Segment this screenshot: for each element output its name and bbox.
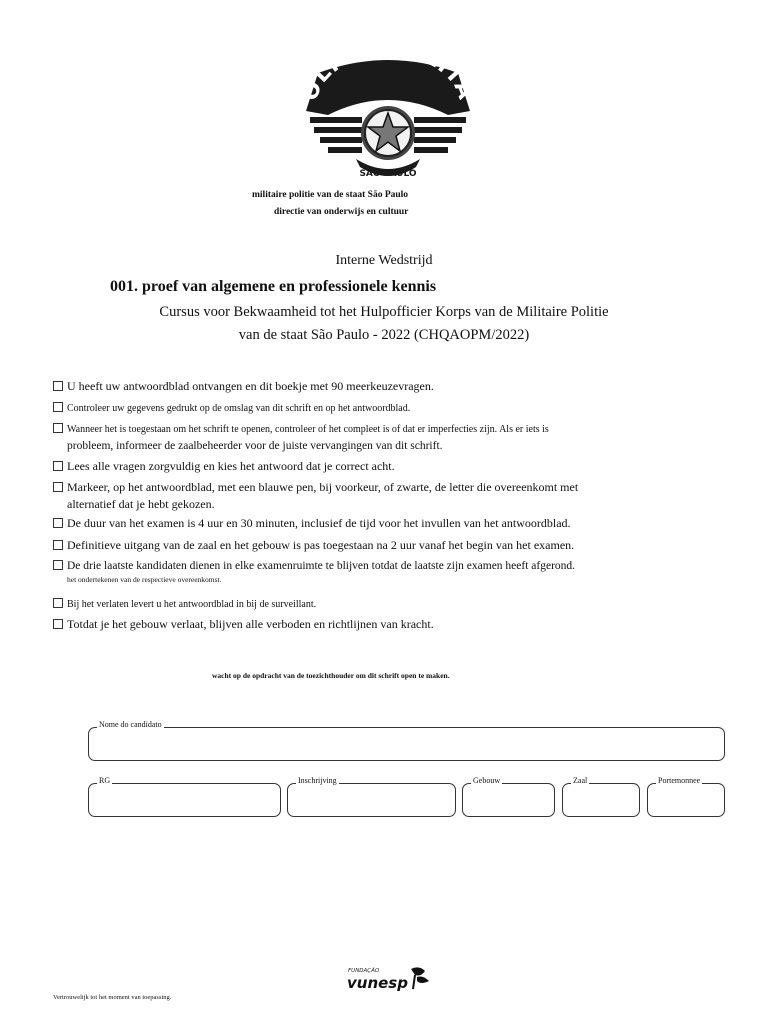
instruction-item: Wanneer het is toegestaan om het schrift te openen, controleer of het compleet is of dat er imperfecties zijn. Als er iets is probleem, informeer de zaalbeheerder voor de juiste vervangingen van dit schrift. — [53, 421, 635, 455]
instruction-item: Lees alle vragen zorgvuldig en kies het antwoord dat je correct acht. — [53, 458, 635, 475]
checkbox-icon — [53, 598, 63, 608]
svg-text:POLÍCIA MILITAR: OLÍC LITA — [298, 55, 478, 105]
room-label: Zaal — [573, 776, 588, 785]
checkbox-icon — [53, 560, 63, 570]
vunesp-logo — [345, 963, 435, 993]
building-label: Gebouw — [473, 776, 501, 785]
room-field[interactable] — [562, 776, 640, 817]
instruction-item: U heeft uw antwoordblad ontvangen en dit boekje met 90 meerkeuzevragen. — [53, 378, 635, 395]
building-field[interactable] — [462, 776, 555, 817]
instruction-item: Bij het verlaten levert u het antwoordblad in bij de surveillant. — [53, 596, 635, 613]
checkbox-icon — [53, 402, 63, 412]
svg-text:FUNDAÇÃO: FUNDAÇÃO — [348, 968, 380, 974]
svg-text:SÃO PAULO: SÃO PAULO — [359, 169, 417, 179]
rg-field[interactable] — [88, 776, 281, 817]
checkbox-icon — [53, 518, 63, 528]
candidate-name-field[interactable] — [88, 720, 725, 761]
instruction-item: Totdat je het gebouw verlaat, blijven alle verboden en richtlijnen van kracht. — [53, 616, 635, 633]
candidate-name-label: Nome do candidato — [99, 720, 162, 729]
wallet-field[interactable] — [647, 776, 725, 817]
star-emblem-icon — [298, 55, 478, 185]
checkbox-icon — [53, 540, 63, 550]
exam-title: 001. proef van algemene en professionele kennis — [110, 278, 437, 295]
org-line-2: directie van onderwijs en cultuur — [274, 207, 409, 217]
wallet-label: Portemonnee — [658, 776, 701, 785]
registration-field[interactable] — [287, 776, 456, 817]
contest-label: Interne Wedstrijd — [335, 253, 433, 268]
checkbox-icon — [53, 381, 63, 391]
instruction-item: Markeer, op het antwoordblad, met een blauwe pen, bij voorkeur, of zwarte, de letter die overeenkomt met alternatief dat je hebt gekozen. — [53, 479, 635, 513]
registration-label: Inschrijving — [298, 776, 337, 785]
instruction-item: Controleer uw gegevens gedrukt op de omslag van dit schrift en op het antwoordblad. — [53, 400, 635, 417]
footer-note: Vertrouwelijk tot het moment van toepassing. — [53, 994, 172, 1001]
course-line-2: van de staat São Paulo - 2022 (CHQAOPM/2022) — [238, 327, 530, 343]
policia-militar-logo — [298, 55, 478, 185]
wait-note: wacht op de opdracht van de toezichthouder om dit schrift open te maken. — [212, 671, 450, 680]
course-line-1: Cursus voor Bekwaamheid tot het Hulpofficier Korps van de Militaire Politie — [159, 304, 609, 320]
svg-text:vunesp: vunesp — [347, 974, 408, 992]
checkbox-icon — [53, 619, 63, 629]
checkbox-icon — [53, 461, 63, 471]
org-line-1: militaire politie van de staat São Paulo — [252, 190, 409, 200]
leaf-icon — [411, 967, 429, 989]
checkbox-icon — [53, 482, 63, 492]
instruction-item: Definitieve uitgang van de zaal en het gebouw is pas toegestaan na 2 uur vanaf het begin van het examen. — [53, 537, 635, 554]
instruction-item: De drie laatste kandidaten dienen in elke examenruimte te blijven totdat de laatste zijn examen heeft afgerond. het ondertekenen van de respectieve overeenkomst. — [53, 558, 635, 584]
rg-label: RG — [99, 776, 111, 785]
instruction-item: De duur van het examen is 4 uur en 30 minuten, inclusief de tijd voor het invullen van het antwoordblad. — [53, 515, 635, 532]
checkbox-icon — [53, 423, 63, 433]
